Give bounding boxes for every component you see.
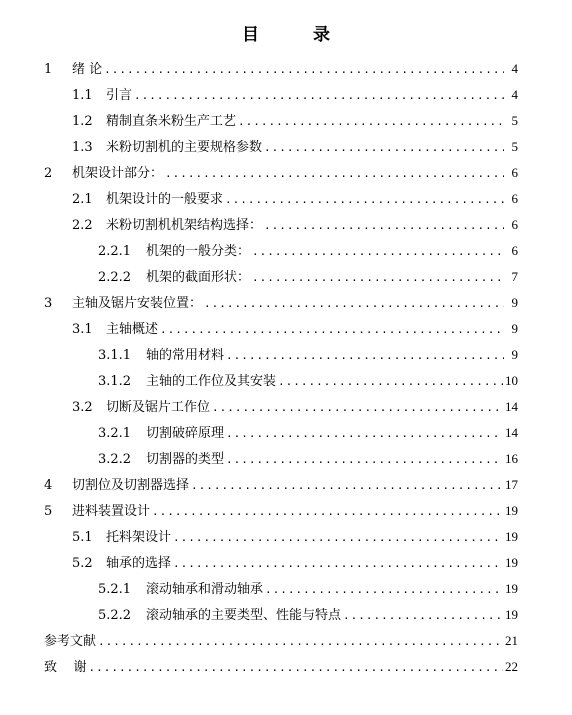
entry-title: 托料架设计: [106, 530, 172, 545]
entry-page: 19: [505, 529, 518, 544]
entry-title: 切断及锯片工作位: [106, 400, 211, 415]
toc-entry[interactable]: [98, 604, 518, 626]
entry-title: 米粉切割机的主要规格参数: [106, 140, 263, 155]
entry-page: 6: [511, 191, 518, 206]
dot-leader: [226, 345, 504, 367]
toc-entry[interactable]: [72, 318, 518, 340]
dot-leader: [152, 501, 503, 523]
entry-title: 切割位及切割器选择: [72, 478, 190, 493]
entry-number: 1.1: [72, 88, 93, 103]
entry-page: 14: [505, 425, 518, 440]
toc-entry[interactable]: [44, 162, 518, 184]
dot-leader: [264, 137, 504, 159]
toc-entry[interactable]: [72, 188, 518, 210]
entry-title: 滚动轴承和滑动轴承: [146, 582, 264, 597]
dot-leader: [343, 605, 503, 627]
entry-page: 4: [511, 61, 518, 76]
dot-leader: [212, 397, 503, 419]
dot-leader: [265, 579, 503, 601]
entry-title: 米粉切割机机架结构选择：: [106, 218, 263, 233]
entry-number: 3.2: [72, 400, 93, 415]
entry-title: 致 谢: [44, 660, 87, 675]
toc-entry[interactable]: [98, 422, 518, 444]
entry-number: 1.3: [72, 140, 93, 155]
entry-title: 切割破碎原理: [146, 426, 225, 441]
dot-leader: [98, 631, 503, 653]
toc-entry[interactable]: [72, 214, 518, 236]
entry-number: 5: [44, 504, 53, 519]
entry-number: 3: [44, 296, 53, 311]
entry-page: 9: [511, 347, 518, 362]
dot-leader: [225, 189, 504, 211]
toc-entry[interactable]: [98, 448, 518, 470]
toc-entry[interactable]: [72, 84, 518, 106]
entry-title: 主轴概述: [106, 322, 159, 337]
dot-leader: [89, 657, 503, 679]
entry-title: 机架的一般分类：: [146, 244, 251, 259]
entry-page: 19: [505, 555, 518, 570]
entry-title: 切割器的类型: [146, 452, 225, 467]
toc-entry[interactable]: [44, 292, 518, 314]
toc-entry[interactable]: [72, 136, 518, 158]
entry-title: 轴承的选择: [106, 556, 172, 571]
entry-title: 参考文献: [44, 634, 97, 649]
entry-number: 5.2.1: [98, 582, 132, 597]
toc-entry[interactable]: [98, 344, 518, 366]
dot-leader: [226, 423, 503, 445]
entry-number: 3.2.2: [98, 452, 132, 467]
dot-leader: [204, 293, 504, 315]
entry-page: 6: [511, 243, 518, 258]
dot-leader: [252, 241, 504, 263]
dot-leader: [165, 163, 504, 185]
dot-leader: [173, 527, 503, 549]
entry-page: 21: [505, 633, 518, 648]
toc-entry[interactable]: [98, 578, 518, 600]
entry-number: 2.2.2: [98, 270, 132, 285]
entry-title: 机架设计的一般要求: [106, 192, 224, 207]
entry-page: 9: [511, 321, 518, 336]
entry-title: 绪 论: [72, 62, 103, 77]
entry-page: 19: [505, 581, 518, 596]
entry-number: 5.2.2: [98, 608, 132, 623]
entry-title: 机架设计部分：: [72, 166, 164, 181]
toc-entry[interactable]: [72, 552, 518, 574]
dot-leader: [134, 85, 504, 107]
entry-title: 引言: [106, 88, 133, 103]
dot-leader: [160, 319, 504, 341]
entry-title: 轴的常用材料: [146, 348, 225, 363]
entry-number: 3.1.2: [98, 374, 132, 389]
entry-title: 机架的截面形状：: [146, 270, 251, 285]
page-title: 目 录: [242, 25, 354, 45]
entry-title: 主轴的工作位及其安装: [146, 374, 277, 389]
entry-number: 3.2.1: [98, 426, 132, 441]
entry-number: 3.1: [72, 322, 93, 337]
toc-entry[interactable]: [44, 474, 518, 496]
entry-number: 2.2.1: [98, 244, 132, 259]
entry-page: 16: [505, 451, 518, 466]
toc-entry[interactable]: [44, 656, 518, 678]
entry-title: 精制直条米粉生产工艺: [106, 114, 237, 129]
entry-number: 2.2: [72, 218, 93, 233]
dot-leader: [191, 475, 503, 497]
entry-number: 1: [44, 62, 53, 77]
entry-page: 17: [505, 477, 518, 492]
entry-page: 10: [505, 373, 518, 388]
entry-title: 主轴及锯片安装位置：: [72, 296, 203, 311]
entry-page: 4: [511, 87, 518, 102]
dot-leader: [104, 59, 504, 81]
toc-entry[interactable]: [98, 266, 518, 288]
toc-entry[interactable]: [72, 526, 518, 548]
toc-entry[interactable]: [98, 240, 518, 262]
dot-leader: [173, 553, 503, 575]
dot-leader: [252, 267, 504, 289]
entry-page: 5: [511, 139, 518, 154]
entry-number: 2.1: [72, 192, 93, 207]
entry-number: 4: [44, 478, 53, 493]
entry-number: 5.2: [72, 556, 93, 571]
toc-entry[interactable]: [72, 396, 518, 418]
entry-number: 1.2: [72, 114, 93, 129]
entry-page: 22: [505, 659, 518, 674]
entry-page: 7: [511, 269, 518, 284]
entry-page: 19: [505, 503, 518, 518]
entry-number: 5.1: [72, 530, 93, 545]
dot-leader: [278, 371, 503, 393]
entry-page: 14: [505, 399, 518, 414]
entry-title: 进料装置设计: [72, 504, 151, 519]
toc-entry[interactable]: [98, 370, 518, 392]
entry-page: 6: [511, 217, 518, 232]
toc-entry[interactable]: [72, 110, 518, 132]
entry-page: 19: [505, 607, 518, 622]
entry-number: 2: [44, 166, 53, 181]
entry-page: 5: [511, 113, 518, 128]
dot-leader: [264, 215, 504, 237]
toc-entry[interactable]: [44, 58, 518, 80]
toc-entry[interactable]: [44, 630, 518, 652]
entry-number: 3.1.1: [98, 348, 132, 363]
toc-entry[interactable]: [44, 500, 518, 522]
dot-leader: [226, 449, 503, 471]
entry-page: 9: [511, 295, 518, 310]
dot-leader: [238, 111, 504, 133]
entry-page: 6: [511, 165, 518, 180]
entry-title: 滚动轴承的主要类型、性能与特点: [146, 608, 342, 623]
